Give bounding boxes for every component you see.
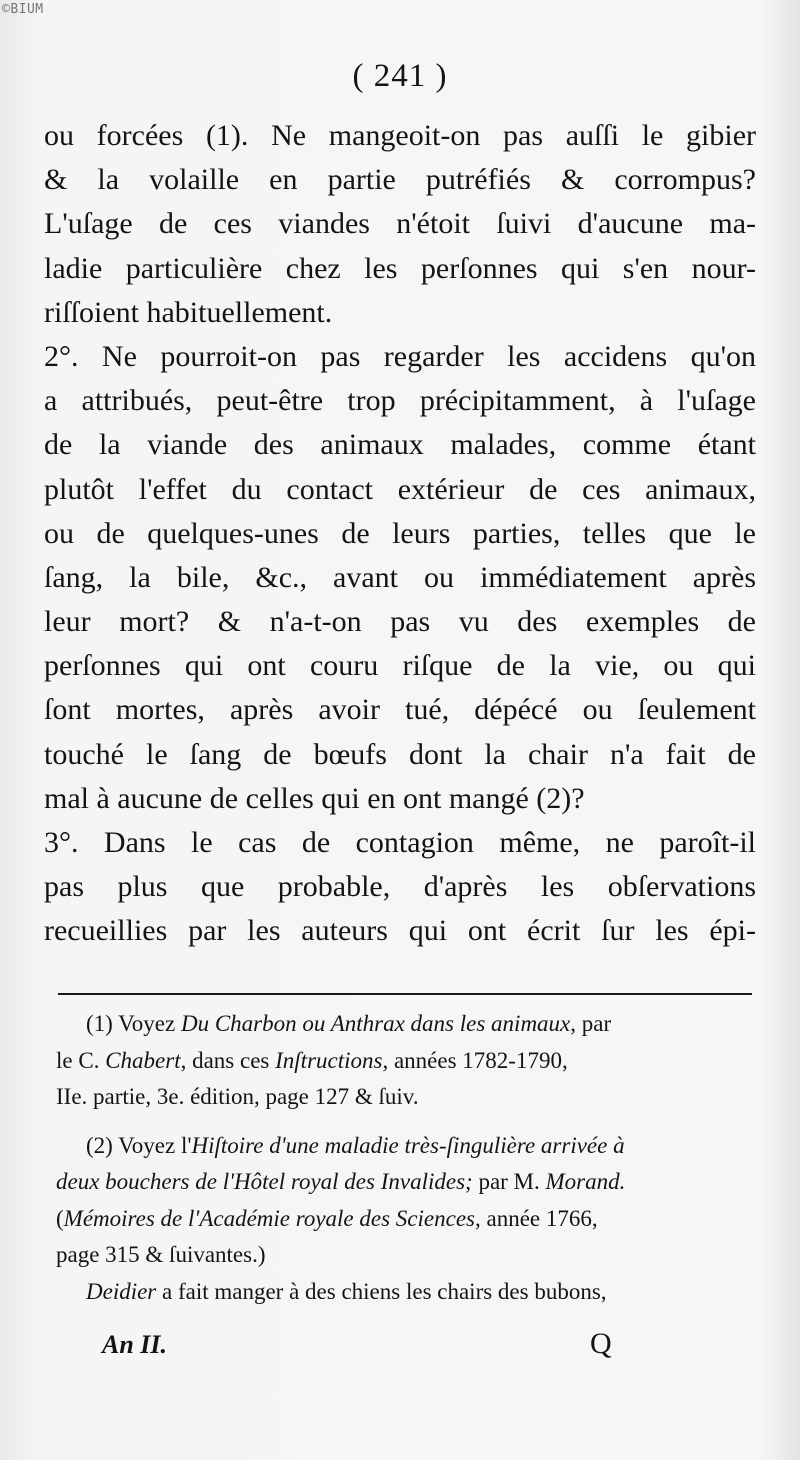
text-line: ſont mortes, après avoir tué, dépécé ou ſeulement (44, 693, 756, 727)
footnote-2-line: deux bouchers de l'Hôtel royal des Invalides; par M. Morand. (56, 1169, 626, 1194)
text-line: mal à aucune de celles qui en ont mangé (2)? (44, 781, 585, 815)
text-line: 3°. Dans le cas de contagion même, ne paroît-il (44, 826, 756, 859)
text-line: L'uſage de ces viandes n'étoit ſuivi d'aucune ma- (44, 207, 756, 241)
footnote-1-line: IIe. partie, 3e. édition, page 127 & ſuiv. (56, 1084, 419, 1109)
text-line: ladie particulière chez les perſonnes qui s'en nour- (44, 251, 756, 285)
footnote-2-line: Deidier a fait manger à des chiens les chairs des bubons, (86, 1278, 607, 1304)
text-line: ou de quelques-unes de leurs parties, telles que le (44, 516, 756, 550)
text-line: plutôt l'effet du contact extérieur de ces animaux, (44, 472, 756, 506)
text-line: recueillies par les auteurs qui ont écrit ſur les épi- (44, 914, 756, 948)
text-line: riſſoient habituellement. (44, 295, 333, 329)
text-line: ſang, la bile, &c., avant ou immédiatement après (44, 560, 756, 594)
footnote-2-line: page 315 & ſuivantes.) (56, 1242, 266, 1267)
text-line: perſonnes qui ont couru riſque de la vie, ou qui (44, 649, 756, 683)
text-line: & la volaille en partie putréfiés & corrompus? (44, 163, 756, 197)
text-line: de la viande des animaux malades, comme étant (44, 428, 756, 462)
text-line: leur mort? & n'a-t-on pas vu des exemples de (44, 605, 756, 639)
footnote-rule (58, 993, 752, 995)
footnote-2-line: (2) Voyez l'Hiſtoire d'une maladie très-ſingulière arrivée à (86, 1132, 625, 1158)
main-text (44, 114, 756, 954)
footnote-1-line: (1) Voyez Du Charbon ou Anthrax dans les animaux, par (86, 1011, 612, 1036)
text-line: ou forcées (1). Ne mangeoit-on pas auſſi le gibier (44, 119, 756, 152)
catchword: Q (590, 1327, 612, 1360)
footnote-2-line: (Mémoires de l'Académie royale des Sciences, année 1766, (56, 1205, 598, 1231)
footnotes (56, 1006, 756, 1310)
footnote-1-line: le C. Chabert, dans ces Inſtructions, années 1782-1790, (56, 1047, 568, 1073)
signature-mark: An II. (102, 1330, 168, 1359)
text-line: 2°. Ne pourroit-on pas regarder les accidens qu'on (44, 339, 756, 373)
page-number: ( 241 ) (352, 58, 448, 94)
text-line: a attribués, peut-être trop précipitamment, à l'uſage (44, 384, 756, 418)
text-line: touché le ſang de bœufs dont la chair n'a fait de (44, 737, 756, 771)
watermark: ©BIUM (2, 2, 44, 17)
text-line: pas plus que probable, d'après les obſervations (44, 870, 756, 904)
